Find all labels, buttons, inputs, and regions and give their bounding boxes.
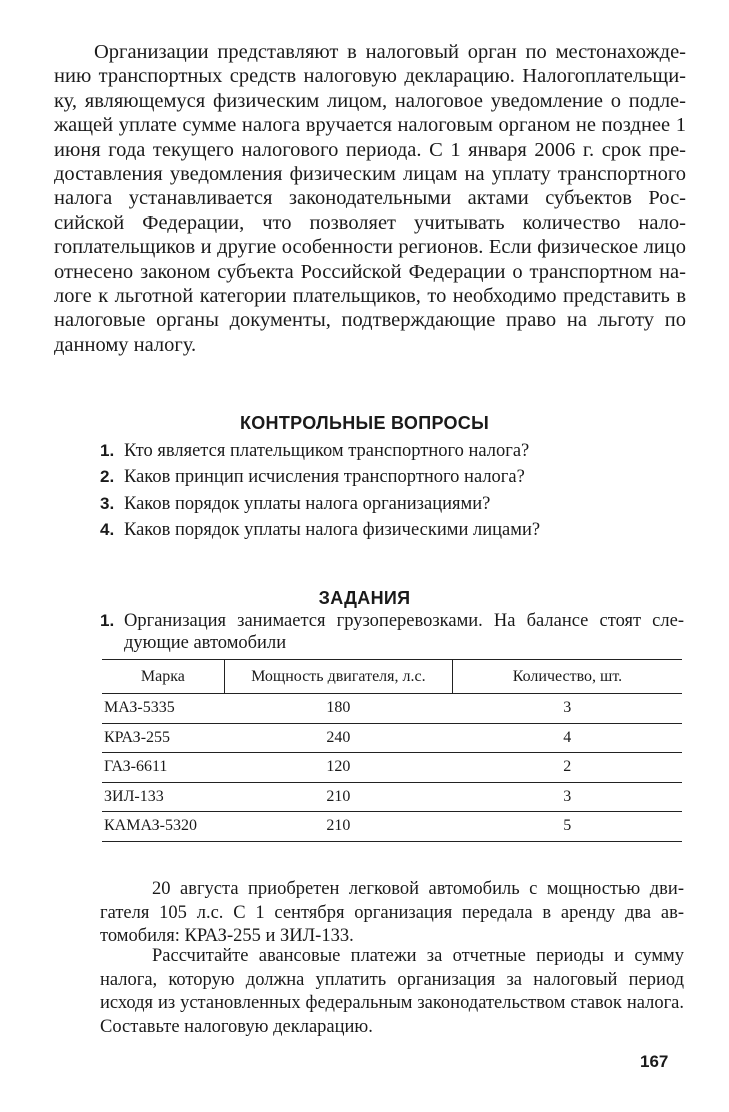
intro-paragraph: Организации представляют в налоговый орган по местонахождению транспортных средств налоговую декларацию. Налогоплательщику, являющемуся физическим лицом, налоговое уведомление о подлежащей уплате сумме налога вручается налоговым органом не позднее 1 июня года текущего налогового периода. С 1 января 2006 г. срок предоставления уведомления физическим лицам на уплату транспортного налога устанавливается законодательными актами субъектов Российской Федерации, что позволяет учитывать количество налогоплательщиков и другие особенности регионов. Если физическое лицо отнесено законом субъекта Российской Федерации о транспортном налоге к льготной категории плательщиков, то необходимо представить в налоговые органы документы, подтверждающие право на льготу по данному налогу. — [54, 41, 686, 356]
header-engine-power: Мощность двигателя, л.с. — [224, 660, 452, 694]
question-text: Каков порядок уплаты налога организациями? — [124, 493, 491, 514]
cell-power: 180 — [224, 694, 452, 724]
cell-power: 210 — [224, 812, 452, 842]
vehicles-table — [102, 659, 682, 842]
cell-brand: ГАЗ-6611 — [102, 753, 224, 783]
question-number: 1. — [100, 441, 115, 460]
question-item — [100, 491, 540, 517]
question-item — [100, 438, 540, 464]
cell-brand: МАЗ-5335 — [102, 694, 224, 724]
question-number: 3. — [100, 493, 115, 513]
cell-quantity: 2 — [452, 753, 682, 783]
table-row — [102, 694, 682, 724]
cell-power: 120 — [224, 753, 452, 783]
question-item — [100, 517, 540, 543]
cell-quantity: 3 — [452, 782, 682, 812]
cell-quantity: 3 — [452, 694, 682, 724]
cell-quantity: 5 — [452, 812, 682, 842]
task-paragraph-1: 20 августа приобретен легковой автомобиль с мощностью двигателя 105 л.с. С 1 сентября организация передала в аренду два автомобиля: КРАЗ-255 и ЗИЛ-133. — [100, 879, 684, 946]
question-text: Кто является плательщиком транспортного налога? — [124, 441, 530, 461]
task-paragraph-2: Рассчитайте авансовые платежи за отчетные периоды и сумму налога, которую должна уплатить организация за налоговый период исходя из установленных федеральным законодательством ставок налога. Составьте налоговую декларацию. — [100, 946, 684, 1037]
table-row — [102, 753, 682, 783]
cell-quantity: 4 — [452, 723, 682, 753]
task-1 — [100, 610, 684, 654]
cell-brand: КАМАЗ-5320 — [102, 812, 224, 842]
page-number: 167 — [640, 1052, 669, 1071]
cell-power: 210 — [224, 782, 452, 812]
question-number: 4. — [100, 519, 115, 539]
table-row — [102, 782, 682, 812]
tasks-heading: ЗАДАНИЯ — [318, 588, 411, 608]
question-text: Каков порядок уплаты налога физическими лицами? — [124, 519, 541, 540]
header-quantity: Количество, шт. — [452, 660, 682, 694]
table-header-row — [102, 660, 682, 694]
questions-list — [100, 438, 540, 543]
header-brand: Марка — [102, 660, 224, 694]
cell-power: 240 — [224, 723, 452, 753]
questions-heading: КОНТРОЛЬНЫЕ ВОПРОСЫ — [239, 413, 490, 433]
table-row — [102, 812, 682, 842]
task-number: 1. — [100, 611, 115, 630]
task-text: Организация занимается грузоперевозками. На балансе стоят следующие автомобили — [124, 611, 684, 653]
question-text: Каков принцип исчисления транспортного налога? — [124, 467, 525, 488]
question-number: 2. — [100, 467, 115, 487]
question-item — [100, 464, 540, 490]
cell-brand: ЗИЛ-133 — [102, 782, 224, 812]
table-row — [102, 723, 682, 753]
cell-brand: КРАЗ-255 — [102, 723, 224, 753]
